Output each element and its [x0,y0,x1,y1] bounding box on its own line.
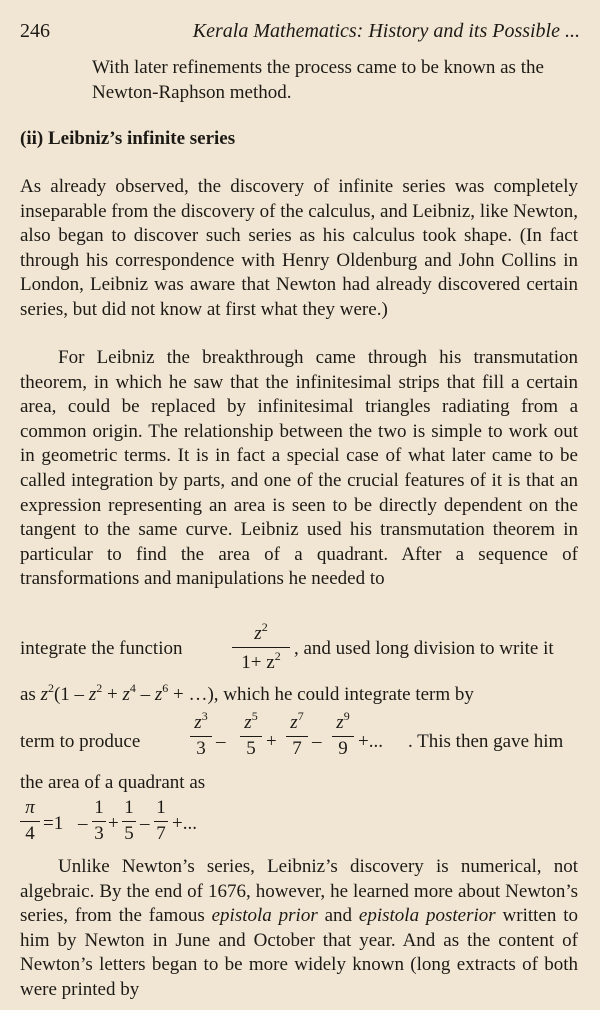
intro-paragraph: With later refinements the process came to be known as the Newton-Raphson method. [92,57,544,103]
pi-over-4-fraction: π 4 [20,797,40,845]
pi-op-1: – [78,813,88,834]
pi-op-3: – [140,813,150,834]
term-fraction-3: $z^7$ 7 [286,709,308,760]
fraction-z2-over-1plusz2 [232,620,290,674]
pi-fraction-3: 1 7 [154,797,168,845]
pi-op-4: +... [172,813,197,834]
pi-fraction-2: 1 5 [122,797,136,845]
integrate-prefix: integrate the function [20,638,183,659]
paragraph-3 [20,855,578,1003]
term-fraction-2: $z^5$ 5 [240,709,262,760]
pi-op-2: + [108,813,119,834]
paragraph-1 [20,175,578,323]
term-op-2: + [266,731,277,752]
term-fraction-4: $z^9$ 9 [332,709,354,760]
integrate-line [20,612,578,682]
term-fraction-1: $z^3$ 3 [190,709,212,760]
term-op-4: +... [358,731,383,752]
term-op-3: – [312,731,322,752]
series-line: as $z^2(1 - z^2 + z^4 - z^6$ + …), which he could integrate term by [20,681,474,705]
section-title: (ii) Leibniz’s infinite series [20,128,236,149]
pi-formula [20,795,578,853]
epistola-prior: epistola prior [211,905,318,927]
fraction-bar [232,647,290,648]
fraction-numerator: $z^2$ [254,620,268,644]
term-suffix: . This then gave him [408,731,564,752]
paragraph-2 [20,346,578,592]
running-header [20,20,580,46]
paragraph-3-text: Unlike Newton’s series, Leibniz’s discovery is numerical, not algebraic. By the end of 1676, however, he learned more about Newton’s series, from the famous epistola prior and epistola posterior written to him by Newton in June and October that year. And as the content of Newton’s letters began to be more widely known (long extracts of both were printed by [20,856,578,1000]
term-prefix: term to produce [20,731,141,752]
term-line [20,707,578,767]
page-number: 246 [20,20,50,42]
paragraph-2-text: For Leibniz the breakthrough came through his transmutation theorem, in which he saw that the infinitesimal strips that fill a certain area, could be replaced by infinitesimal triangles radiating from a common origin. The relationship between the two is simple to work out in geometric terms. It is in fact a special case of what later came to be called integration by parts, and one of the crucial features of it is that an expression representing an area is seen to be directly dependent on the tangent to the same curve. Leibniz used his transmutation theorem in particular to find the area of a quadrant. After a sequence of transformations and manipulations he needed to [20,347,578,590]
area-line: the area of a quadrant as [20,772,206,793]
term-op-1: – [216,731,226,752]
integrate-suffix: , and used long division to write it [294,638,554,659]
pi-equals-one: =1 [43,813,64,834]
fraction-denominator: $1+ z^2$ [241,649,281,673]
running-title: Kerala Mathematics: History and its Possible ... [192,20,580,42]
epistola-posterior: epistola posterior [358,905,496,927]
paragraph-1-text: As already observed, the discovery of infinite series was completely inseparable from the discovery of the calculus, and Leibniz, like Newton, also began to discover such series as his calculus took shape. (In fact through his correspondence with Henry Oldenburg and John Collins in London, Leibniz was aware that Newton had already discovered certain series, but did not know at first what they were.) [20,176,578,320]
pi-fraction-1: 1 3 [92,797,106,845]
